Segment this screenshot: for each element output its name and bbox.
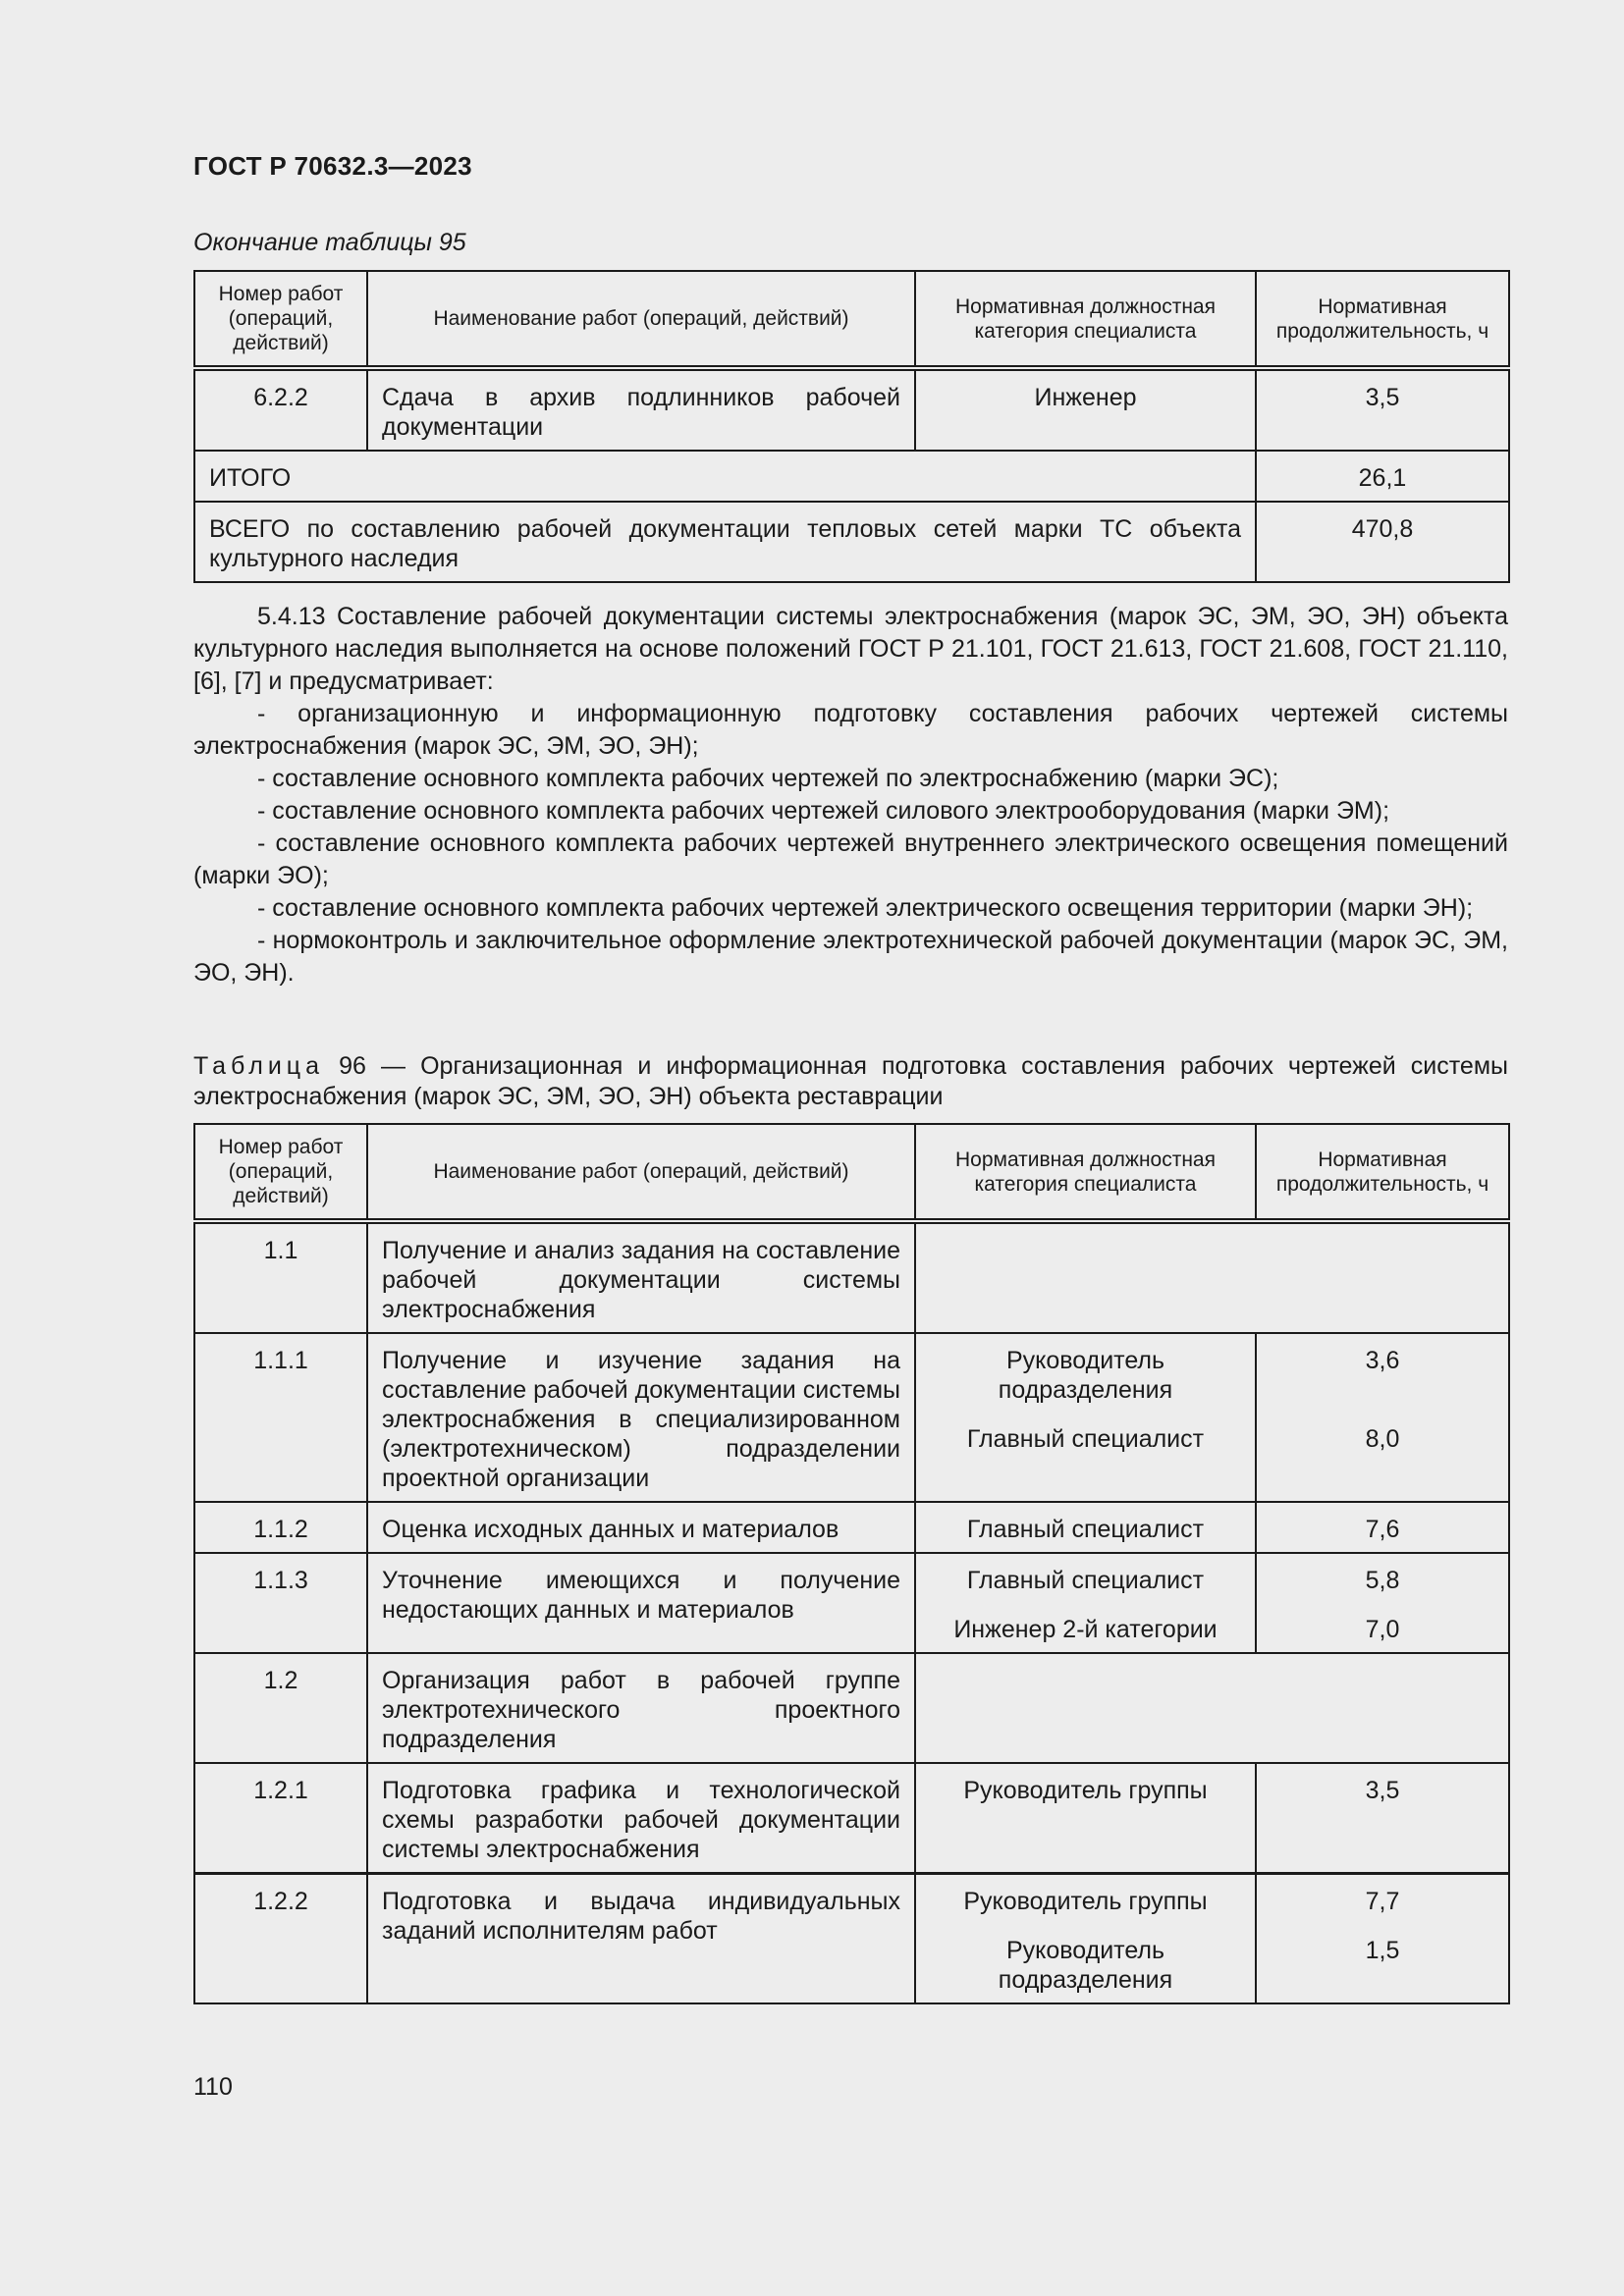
table-row: [194, 1874, 1509, 2004]
category-line: Главный специалист: [966, 1567, 1205, 1594]
column-header-category: Нормативная должностная категория специалиста: [915, 1124, 1256, 1221]
column-header-category: Нормативная должностная категория специалиста: [915, 271, 1256, 368]
row-name: Оценка исходных данных и материалов: [367, 1502, 915, 1553]
list-item: - организационную и информационную подготовку составления рабочих чертежей системы электроснабжения (марок ЭС, ЭМ, ЭО, ЭН);: [193, 700, 1508, 760]
row-duration: [1256, 1333, 1509, 1502]
row-empty-cell: [915, 1653, 1509, 1763]
duration-line: 1,5: [1365, 1937, 1400, 1964]
duration-line: 3,6: [1365, 1347, 1400, 1374]
table-row-itogo: [194, 451, 1509, 502]
row-category: [915, 1333, 1256, 1502]
list-item: - составление основного комплекта рабочих чертежей внутреннего электрического освещения помещений (марки ЭО);: [193, 829, 1508, 889]
row-name: Организация работ в рабочей группе электротехнического проектного подразделения: [367, 1653, 915, 1763]
list-item: - составление основного комплекта рабочих чертежей электрического освещения территории (марки ЭН);: [257, 894, 1474, 922]
column-header-number: Номер работ (операций, действий): [194, 271, 367, 368]
itogo-label: ИТОГО: [194, 451, 1256, 502]
table-row: [194, 1221, 1509, 1333]
row-category: [915, 1553, 1256, 1653]
table-96: [193, 1123, 1510, 2004]
duration-line: 7,0: [1365, 1616, 1400, 1643]
row-category: Руководитель группы: [915, 1763, 1256, 1874]
row-number: 1.1.1: [194, 1333, 367, 1502]
row-number: 1.2.2: [194, 1874, 367, 2004]
document-header: ГОСТ Р 70632.3—2023: [193, 151, 472, 181]
table-row: [194, 1333, 1509, 1502]
vsego-value: 470,8: [1256, 502, 1509, 582]
table-96-caption-label: Таблица: [193, 1052, 325, 1080]
category-line: Инженер 2-й категории: [953, 1616, 1218, 1643]
table-row: [194, 1653, 1509, 1763]
row-name: Подготовка графика и технологической схемы разработки рабочей документации системы электроснабжения: [367, 1763, 915, 1874]
row-duration: [1256, 1553, 1509, 1653]
table-96-caption: [193, 1051, 1508, 1112]
table-95-caption: Окончание таблицы 95: [193, 229, 466, 256]
category-line: Руководитель подразделения: [998, 1347, 1173, 1404]
table-95: [193, 270, 1510, 583]
row-number: 1.2: [194, 1653, 367, 1763]
table-row: [194, 1502, 1509, 1553]
row-duration: 3,5: [1256, 368, 1509, 451]
vsego-label: ВСЕГО по составлению рабочей документации тепловых сетей марки ТС объекта культурного наследия: [194, 502, 1256, 582]
row-name: Сдача в архив подлинников рабочей документации: [367, 368, 915, 451]
page-number: 110: [193, 2073, 233, 2101]
row-empty-cell: [915, 1221, 1509, 1333]
table-row: [194, 1763, 1509, 1874]
table-row-vsego: [194, 502, 1509, 582]
row-category: Инженер: [915, 368, 1256, 451]
row-number: 6.2.2: [194, 368, 367, 451]
column-header-name: Наименование работ (операций, действий): [367, 271, 915, 368]
row-category: [915, 1874, 1256, 2004]
column-header-number: Номер работ (операций, действий): [194, 1124, 367, 1221]
list-item: - составление основного комплекта рабочих чертежей по электроснабжению (марки ЭС);: [257, 765, 1279, 792]
table-96-caption-text: 96 — Организационная и информационная подготовка составления рабочих чертежей системы электроснабжения (марок ЭС, ЭМ, ЭО, ЭН) объекта реставрации: [193, 1052, 1508, 1110]
duration-line: 8,0: [1365, 1425, 1400, 1453]
body-text: [193, 601, 1508, 989]
row-category: Главный специалист: [915, 1502, 1256, 1553]
table-95-header-row: [194, 271, 1509, 368]
column-header-duration: Нормативная продолжительность, ч: [1256, 271, 1509, 368]
row-number: 1.2.1: [194, 1763, 367, 1874]
row-number: 1.1.3: [194, 1553, 367, 1653]
table-row: [194, 368, 1509, 451]
row-duration: 3,5: [1256, 1763, 1509, 1874]
duration-line: 7,7: [1365, 1888, 1400, 1915]
row-number: 1.1.2: [194, 1502, 367, 1553]
row-name: Получение и анализ задания на составление рабочей документации системы электроснабжения: [367, 1221, 915, 1333]
category-line: Руководитель группы: [963, 1888, 1208, 1915]
table-96-header-row: [194, 1124, 1509, 1221]
row-name: Подготовка и выдача индивидуальных заданий исполнителям работ: [367, 1874, 915, 2004]
table-row: [194, 1553, 1509, 1653]
row-duration: 7,6: [1256, 1502, 1509, 1553]
row-name: Уточнение имеющихся и получение недостающих данных и материалов: [367, 1553, 915, 1653]
column-header-name: Наименование работ (операций, действий): [367, 1124, 915, 1221]
row-duration: [1256, 1874, 1509, 2004]
duration-line: 5,8: [1365, 1567, 1400, 1594]
list-item: - составление основного комплекта рабочих чертежей силового электрооборудования (марки ЭМ);: [257, 797, 1390, 825]
list-item: - нормоконтроль и заключительное оформление электротехнической рабочей документации (марок ЭС, ЭМ, ЭО, ЭН).: [193, 927, 1508, 987]
category-line: Главный специалист: [966, 1425, 1205, 1453]
itogo-value: 26,1: [1256, 451, 1509, 502]
column-header-duration: Нормативная продолжительность, ч: [1256, 1124, 1509, 1221]
row-number: 1.1: [194, 1221, 367, 1333]
paragraph: 5.4.13 Составление рабочей документации системы электроснабжения (марок ЭС, ЭМ, ЭО, ЭН) объекта культурного наследия выполняется на основе положений ГОСТ Р 21.101, ГОСТ 21.613, ГОСТ 21.608, ГОСТ 21.110, [6], [7] и предусматривает:: [193, 603, 1508, 695]
row-name: Получение и изучение задания на составление рабочей документации системы электроснабжения в специализированном (электротехническом) подразделении проектной организации: [367, 1333, 915, 1502]
category-line: Руководитель подразделения: [998, 1937, 1173, 1994]
